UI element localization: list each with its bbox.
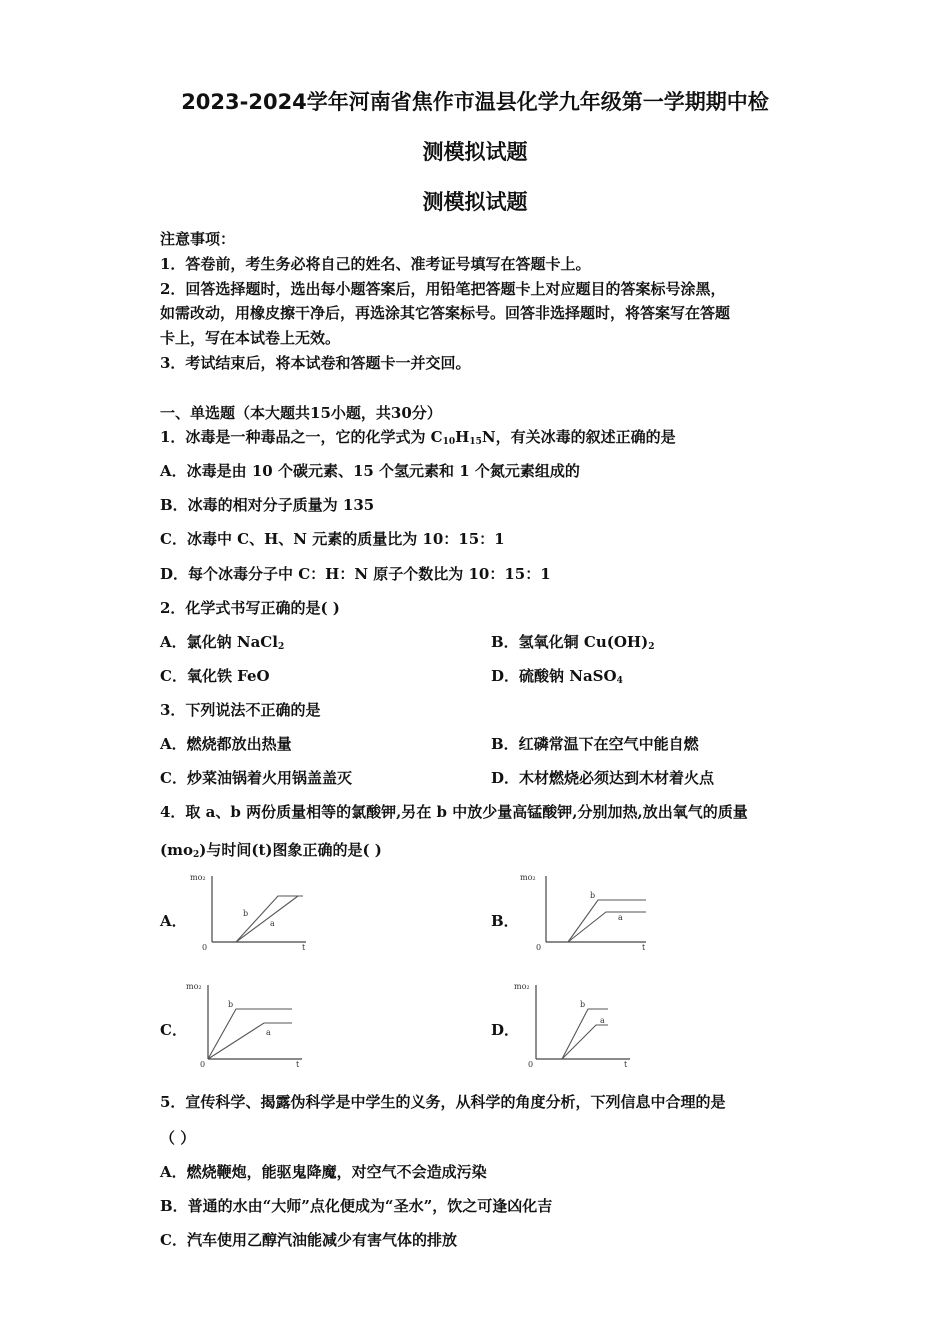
q4-graph-d <box>512 977 642 1069</box>
note-item-1: 1．答卷前，考生务必将自己的姓名、准考证号填写在答题卡上。 <box>160 255 591 273</box>
q4-stem-b-post: )与时间(t)图象正确的是( ) <box>199 841 382 859</box>
note-item-2c: 卡上，写在本试卷上无效。 <box>160 329 341 347</box>
q5-option-b: B．普通的水由“大师”点化便成为“圣水”，饮之可逢凶化吉 <box>160 1197 553 1215</box>
notes-heading: 注意事项： <box>160 230 236 248</box>
graph-b-line-a <box>568 912 646 942</box>
graph-c-line-a <box>208 1023 292 1059</box>
question-5-stem-2: （ ） <box>160 1129 196 1147</box>
graph-a-label-b: b <box>243 909 249 918</box>
graph-c-label-a: a <box>266 1028 271 1037</box>
q4-stem-b-pre: (mo <box>160 841 193 859</box>
graph-b-ylabel: mo₂ <box>520 873 536 882</box>
q2-option-d <box>491 665 623 686</box>
q1-stem-pre: 1．冰毒是一种毒品之一，它的化学式为 C <box>160 428 443 446</box>
graph-d-ylabel: mo₂ <box>514 982 530 991</box>
q4-label-a: A． <box>160 912 187 930</box>
q2-b-text: B．氢氧化铜 Cu(OH) <box>491 633 649 651</box>
note-item-2b: 如需改动，用橡皮擦干净后，再选涂其它答案标号。回答非选择题时，将答案写在答题 <box>160 304 731 322</box>
graph-d-label-a: a <box>600 1016 605 1025</box>
q4-label-c: C． <box>160 1021 187 1039</box>
q4-graph-a <box>188 868 318 953</box>
graph-a-ylabel: mo₂ <box>190 873 206 882</box>
section-heading: 一、单选题（本大题共15小题，共30分） <box>160 404 442 422</box>
q3-option-c: C．炒菜油锅着火用锅盖盖灭 <box>160 769 352 787</box>
graph-b-label-b: b <box>590 891 596 900</box>
q4-label-b: B． <box>491 912 519 930</box>
graph-d-label-b: b <box>580 1000 586 1009</box>
q3-option-a: A．燃烧都放出热量 <box>160 735 292 753</box>
graph-b-label-a: a <box>618 913 623 922</box>
q1-stem-post: N，有关冰毒的叙述正确的是 <box>481 428 676 446</box>
q2-option-c: C．氧化铁 FeO <box>160 667 270 685</box>
q5-option-a: A．燃烧鞭炮，能驱鬼降魔，对空气不会造成污染 <box>160 1163 487 1181</box>
q2-a-sub: 2 <box>277 642 285 652</box>
graph-a-line-a <box>236 896 298 942</box>
question-2-stem: 2．化学式书写正确的是( ) <box>160 599 340 617</box>
graph-d-line-a <box>562 1025 608 1059</box>
graph-d-origin: 0 <box>528 1060 534 1069</box>
note-item-3: 3．考试结束后，将本试卷和答题卡一并交回。 <box>160 354 471 372</box>
q2-option-a <box>160 631 284 652</box>
exam-title-line2: 测模拟试题 <box>422 140 528 164</box>
graph-a-origin: 0 <box>202 943 208 952</box>
exam-subtitle: 测模拟试题 <box>422 190 528 214</box>
q5-option-c: C．汽车使用乙醇汽油能减少有害气体的排放 <box>160 1231 457 1249</box>
graph-c-ylabel: mo₂ <box>186 982 202 991</box>
q1-option-c: C．冰毒中 C、H、N 元素的质量比为 10：15：1 <box>160 530 505 548</box>
q4-graph-b <box>518 868 658 953</box>
graph-c-label-b: b <box>228 1000 234 1009</box>
graph-b-line-b <box>568 900 646 942</box>
q1-option-d: D．每个冰毒分子中 C：H：N 原子个数比为 10：15：1 <box>160 565 551 583</box>
q1-sub-c: 10 <box>442 437 456 447</box>
question-1-stem <box>160 426 676 447</box>
q1-sub-h: 15 <box>469 437 482 447</box>
question-5-stem: 5．宣传科学、揭露伪科学是中学生的义务，从科学的角度分析，下列信息中合理的是 <box>160 1093 726 1111</box>
graph-a-label-a: a <box>270 919 275 928</box>
graph-b-origin: 0 <box>536 943 542 952</box>
exam-title: 2023-2024学年河南省焦作市温县化学九年级第一学期期中检 <box>181 90 769 114</box>
graph-c-xlabel: t <box>296 1060 300 1069</box>
q4-graph-c <box>184 977 314 1069</box>
question-4-stem-2 <box>160 839 382 860</box>
q1-option-a: A．冰毒是由 10 个碳元素、15 个氢元素和 1 个氮元素组成的 <box>160 462 580 480</box>
q2-d-sub: 4 <box>616 676 623 686</box>
question-3-stem: 3．下列说法不正确的是 <box>160 701 321 719</box>
q2-a-text: A．氯化钠 NaCl <box>160 633 278 651</box>
q2-d-text: D．硫酸钠 NaSO <box>491 667 617 685</box>
note-item-2a: 2．回答选择题时，选出每小题答案后，用铅笔把答题卡上对应题目的答案标号涂黑， <box>160 280 726 298</box>
q1-stem-h: H <box>455 428 470 446</box>
graph-d-xlabel: t <box>624 1060 628 1069</box>
q2-option-b <box>491 631 654 652</box>
q3-option-b: B．红磷常温下在空气中能自燃 <box>491 735 699 753</box>
q4-label-d: D． <box>491 1021 520 1039</box>
q4-stem-b-sub: 2 <box>192 850 200 860</box>
graph-a-xlabel: t <box>302 943 306 952</box>
q2-b-sub: 2 <box>648 642 655 652</box>
question-4-stem: 4．取 a、b 两份质量相等的氯酸钾,另在 b 中放少量高锰酸钾,分别加热,放出氧气的质量 <box>160 803 748 821</box>
graph-b-xlabel: t <box>642 943 646 952</box>
q3-option-d: D．木材燃烧必须达到木材着火点 <box>491 769 715 787</box>
graph-c-origin: 0 <box>200 1060 206 1069</box>
q1-option-b: B．冰毒的相对分子质量为 135 <box>160 496 375 514</box>
